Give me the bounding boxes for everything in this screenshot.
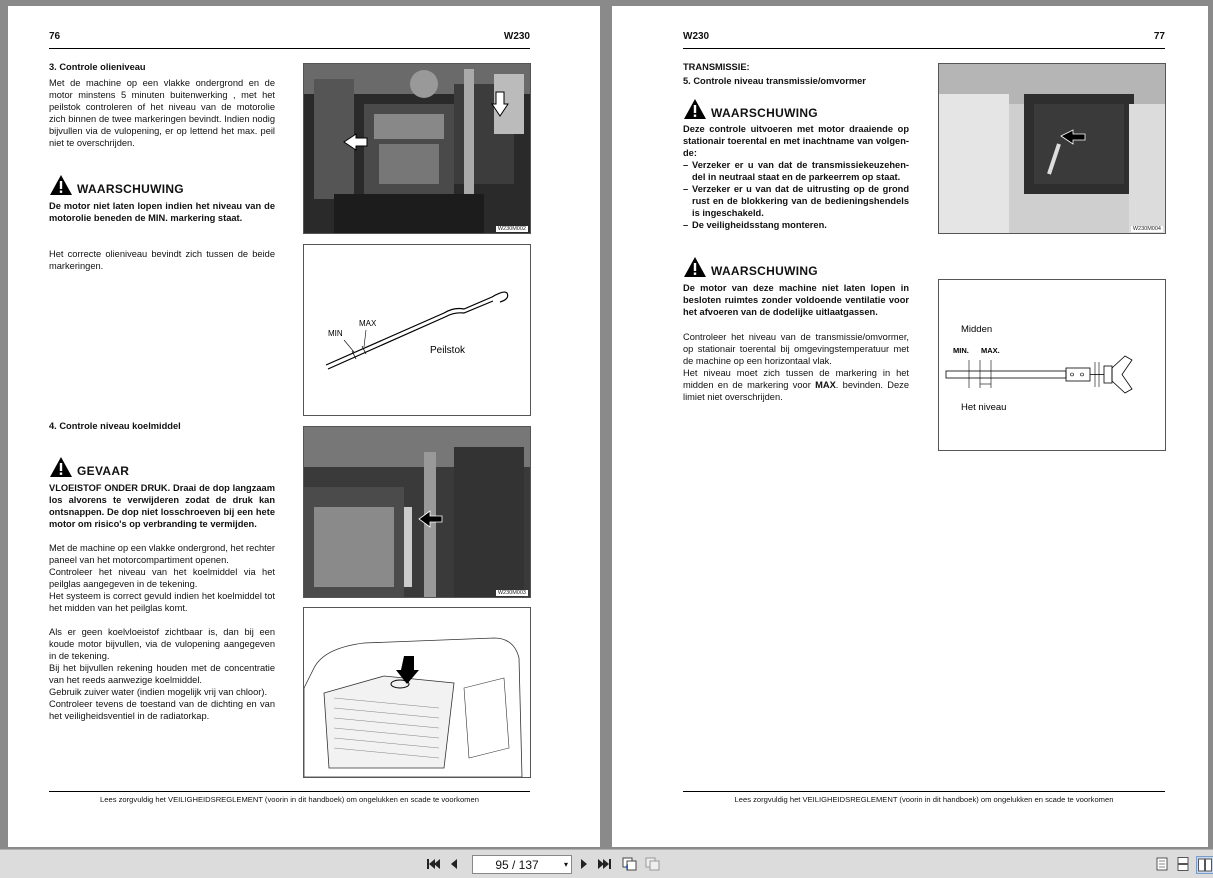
page-footer: Lees zorgvuldig het VEILIGHEIDSREGLEMENT (voorin in dit handboek) om ongelukken en scade te voorkomen xyxy=(100,795,479,804)
warning-title: WAARSCHUWING xyxy=(77,182,184,196)
oil-level-text: Het correcte olieniveau bevindt zich tussen de beide markeringen. xyxy=(49,249,275,271)
diagram-max-label: MAX. xyxy=(981,346,1000,355)
single-page-icon xyxy=(1156,857,1168,871)
section-3-body: Met de machine op een vlakke ondergrond en de motor minstens 5 minuten buitenwerking , met het peilstok controleren of het niveau van de motorolie zich binnen de twee markeringen bevindt. Indien nodig bijvullen via de vulopening, er op lettend het max. peil niet te overschrijden. xyxy=(49,78,275,148)
page-indicator: 95 / 137 xyxy=(495,857,539,872)
warning-triangle-icon xyxy=(683,98,707,120)
danger-heading xyxy=(49,456,129,478)
coolant-paragraph-6: Gebruik zuiver water (indien mogelijk vrij van chloor). xyxy=(49,687,268,697)
coolant-paragraph-2: Controleer het niveau van het koelmiddel via het peilglas aangegeven in de tekening. xyxy=(49,567,275,589)
diagram-niveau-label: Het niveau xyxy=(961,402,1007,413)
page-header-model: W230 xyxy=(683,31,710,42)
next-view-icon xyxy=(645,857,661,871)
diagram-min-label: MIN. xyxy=(953,346,969,355)
dipstick-min-label: MIN xyxy=(328,329,343,338)
warning-text: De motor niet laten lopen indien het niveau van de motorolie beneden de MIN. markering staat. xyxy=(49,201,275,223)
page-header-model: W230 xyxy=(503,31,530,42)
coolant-paragraph-7: Controleer tevens de toestand van de dichting en van het veiligheidsventiel in de radiatorkap. xyxy=(49,699,275,721)
radiator-illustration xyxy=(304,608,530,777)
section-3-title: 3. Controle olieniveau xyxy=(49,62,146,72)
radiator-drawing xyxy=(303,607,531,778)
coolant-paragraph-4: Als er geen koelvloeistof zichtbaar is, dan bij een koude motor bijvullen, via de vulopening aangegeven in de tekening. xyxy=(49,627,275,661)
warning-list-item: – De veiligheidsstang monteren. xyxy=(683,219,909,231)
check-text-a: Het niveau moet zich tussen de markering in het midden en de markering voor xyxy=(683,368,909,390)
check-text-c: . bevinden. Deze limiet niet overschrijden. xyxy=(683,380,909,402)
last-page-button[interactable] xyxy=(597,856,613,872)
danger-title: GEVAAR xyxy=(77,464,130,478)
danger-text: VLOEISTOF ONDER DRUK. Draai de dop langzaam los alvorens te verwijderen zodat de druk kan ontsnappen. De dop niet losschroeven bij een hete motor om risico's op verbranding te vermijden. xyxy=(49,483,275,529)
dipstick-max-label: MAX xyxy=(359,319,377,328)
warning-list xyxy=(683,159,909,231)
diagram-midden-label: Midden xyxy=(961,324,993,335)
page-number: 76 xyxy=(49,31,61,42)
coolant-paragraph-5: Bij het bijvullen rekening houden met de concentratie van het reeds aanwezige koelmiddel. xyxy=(49,663,275,685)
page-number-field[interactable] xyxy=(472,855,572,874)
section-5-title: 5. Controle niveau transmissie/omvormer xyxy=(683,76,866,86)
dipstick-drawing xyxy=(304,245,530,415)
warning-heading xyxy=(49,174,184,196)
warning-title: WAARSCHUWING xyxy=(711,264,818,278)
facing-pages-icon xyxy=(1198,858,1212,872)
header-rule xyxy=(49,48,530,49)
warning-text xyxy=(683,123,909,231)
continuous-page-icon xyxy=(1177,857,1189,871)
viewer-toolbar xyxy=(0,849,1213,878)
warning-list-item: – Verzeker er u van dat de uitrusting op de grond rust en de blokkering van de bedieningshendels is ingeschakeld. xyxy=(683,183,909,219)
page-number: 77 xyxy=(1153,31,1165,42)
figure-code: W230M002 xyxy=(497,226,526,232)
warning-heading-2 xyxy=(683,256,818,278)
section-label: TRANSMISSIE: xyxy=(683,62,750,72)
previous-page-icon xyxy=(449,858,459,870)
check-text-max: MAX xyxy=(815,380,836,390)
previous-view-button[interactable] xyxy=(622,856,638,872)
coolant-paragraph-3: Het systeem is correct gevuld indien het koelmiddel tot het midden van het peilglas komt. xyxy=(49,591,275,613)
continuous-view-button[interactable] xyxy=(1175,856,1191,872)
single-page-view-button[interactable] xyxy=(1154,856,1170,872)
warning-intro: Deze controle uitvoeren met motor draaiende op stationair toerental en met inachtname van volgen-de: xyxy=(683,124,909,158)
warning-triangle-icon xyxy=(49,174,73,196)
check-paragraph-1: Controleer het niveau van de transmissie/omvormer, op stationair toerental bij omgevingstemperatuur met de machine op een horizontaal vlak. xyxy=(683,332,909,366)
engine-photo xyxy=(303,63,531,234)
figure-code: W230M003 xyxy=(497,590,526,596)
warning-title: WAARSCHUWING xyxy=(711,106,818,120)
dropdown-arrow-icon[interactable]: ▾ xyxy=(563,860,568,869)
previous-page-button[interactable] xyxy=(446,856,462,872)
engine-illustration xyxy=(304,64,530,233)
warning-triangle-icon xyxy=(683,256,707,278)
coolant-photo xyxy=(303,426,531,598)
transmission-illustration xyxy=(939,64,1165,233)
warning-text-2: De motor van deze machine niet laten lopen in besloten ruimtes zonder voldoende ventilatie voor het afvoeren van de dodelijke uitlaatgassen. xyxy=(683,283,909,317)
previous-view-icon xyxy=(622,857,638,871)
dipstick-diagram xyxy=(303,244,531,416)
coolant-paragraph-1: Met de machine op een vlakke ondergrond, het rechter paneel van het motorcompartiment openen. xyxy=(49,543,275,565)
transmission-photo xyxy=(938,63,1166,234)
warning-heading xyxy=(683,98,818,120)
first-page-icon xyxy=(426,858,440,870)
header-rule xyxy=(683,48,1165,49)
facing-pages-view-button[interactable] xyxy=(1196,856,1213,874)
section-4-title: 4. Controle niveau koelmiddel xyxy=(49,421,181,431)
transmission-dipstick-diagram xyxy=(938,279,1166,451)
first-page-button[interactable] xyxy=(425,856,441,872)
next-page-button[interactable] xyxy=(576,856,592,872)
warning-triangle-icon xyxy=(49,456,73,478)
dipstick-label: Peilstok xyxy=(430,345,466,356)
warning-list-item: – Verzeker er u van dat de transmissiekeuzehen-del in neutraal staat en de parkeerrem op staat. xyxy=(683,159,909,183)
transmission-dipstick-drawing xyxy=(939,280,1165,450)
figure-code: W230M004 xyxy=(1132,226,1161,232)
page-77 xyxy=(612,6,1208,847)
check-paragraph-2 xyxy=(683,367,909,403)
page-footer: Lees zorgvuldig het VEILIGHEIDSREGLEMENT (voorin in dit handboek) om ongelukken en scade te voorkomen xyxy=(734,795,1114,804)
next-view-button[interactable] xyxy=(645,856,661,872)
coolant-illustration xyxy=(304,427,530,597)
next-page-icon xyxy=(579,858,589,870)
footer-rule xyxy=(49,791,530,792)
footer-rule xyxy=(683,791,1165,792)
page-76 xyxy=(8,6,600,847)
last-page-icon xyxy=(598,858,612,870)
